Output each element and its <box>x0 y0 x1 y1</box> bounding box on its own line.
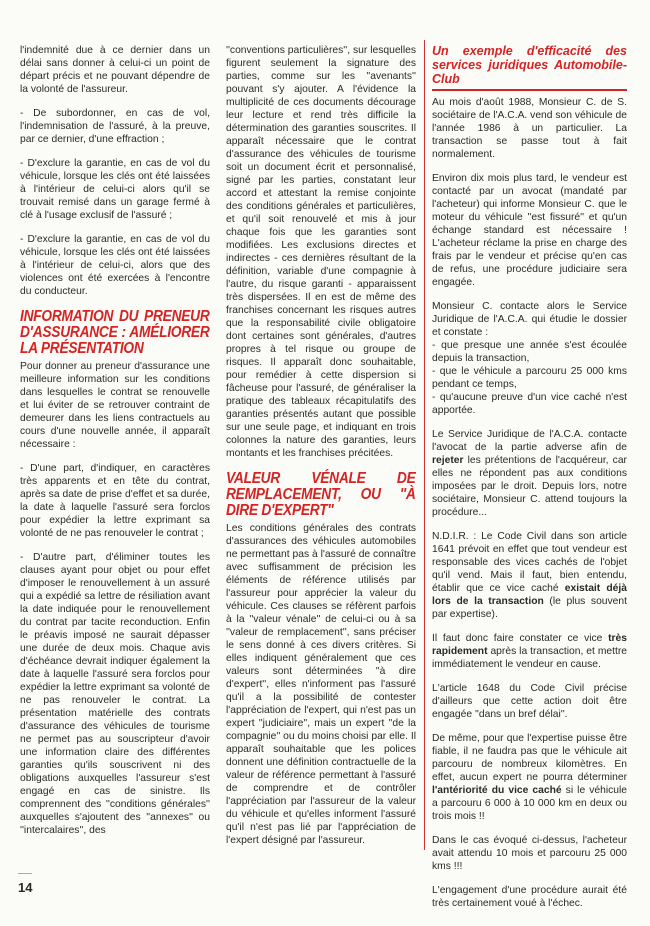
emphasis: rejeter <box>432 455 464 466</box>
list-item: - qu'aucune preuve d'un vice caché n'est apportée. <box>432 392 627 416</box>
paragraph: - D'exclure la garantie, en cas de vol du véhicule, lorsque les clés ont été laissées à l'intérieur de celui-ci alors qu'il se trouvait remisé dans un garage fermé à clé à l'usage exclusif de l'assuré ; <box>20 158 210 221</box>
paragraph: Au mois d'août 1988, Monsieur C. de S. sociétaire de l'A.C.A. vend son véhicule de l'année 1986 à un particulier. La transaction se passe tout à fait normalement. <box>432 97 627 160</box>
sidebar-heading: Un exemple d'efficacité des services juridiques Automobile-Club <box>432 44 627 91</box>
paragraph: Pour donner au preneur d'assurance une meilleure information sur les conditions dans lesquelles le contrat se renouvelle et lui éviter de se retrouver contraint de demeurer dans les liens contractuels au cours d'une nouvelle année, il apparaît nécessaire : <box>20 361 210 450</box>
paragraph: l'indemnité due à ce dernier dans un délai sans donner à celui-ci un point de départ précis et ne pouvant dépendre de la volonté de l'assureur. <box>20 45 210 95</box>
text: les prétentions de l'acquéreur, car elles ne répondent pas aux conditions imposées par le droit. Depuis lors, notre sociétaire, Monsieur C. attend toujours la procédure... <box>432 455 627 518</box>
section-heading: VALEUR VÉNALE DE REMPLACEMENT, OU ''À DIRE D'EXPERT'' <box>226 470 416 519</box>
emphasis: existait déjà lors de la transaction <box>432 583 627 607</box>
column-1 <box>20 44 210 848</box>
paragraph: L'engagement d'une procédure aurait été très certainement voué à l'échec. <box>432 885 627 909</box>
text: N.D.I.R. : Le Code Civil dans son article 1641 prévoit en effet que tout vendeur est responsable des vices cachés de l'objet qu'il vend. Mais il faut, bien entendu, établir que ce vice caché <box>432 531 627 594</box>
text: De même, pour que l'expertise puisse être fiable, il ne faudra pas que le véhicule ait parcouru de nombreux kilomètres. En effet, aucun expert ne pourra déterminer <box>432 733 627 783</box>
text: (le plus souvent par expertise). <box>432 596 627 620</box>
paragraph: - D'autre part, d'éliminer toutes les clauses ayant pour objet ou pour effet d'imposer le renouvellement à un assuré qui a expédié sa lettre de résiliation avant la date indiquée pour le renouvellement du contrat par tacite reconduction. Enfin le préavis imposé ne saurait dépasser une durée de deux mois. Chaque avis d'échéance devrait indiquer également la date à laquelle l'assuré sera forclos pour expédier la lettre exprimant sa volonté de ne pas renouveler le contrat. La présentation matérielle des contrats d'assurance des véhicules de tourisme ne permet pas au souscripteur d'avoir une information claire des différentes garanties qu'ils souscrivent ni des obligations auxquelles l'assureur s'est engagé en cas de sinistre. Ils comprennent des ''conditions générales'' auxquelles s'ajoutent des ''annexes'' ou ''intercalaires'', des <box>20 552 210 836</box>
footer-rule <box>18 873 32 874</box>
paragraph: - De subordonner, en cas de vol, l'indemnisation de l'assuré, à la preuve, par ce dernier, d'une effraction ; <box>20 108 210 145</box>
paragraph <box>432 732 627 823</box>
text: Il faut donc faire constater ce vice <box>432 633 609 644</box>
page-number: 14 <box>18 880 33 895</box>
paragraph <box>432 632 627 671</box>
paragraph: - D'une part, d'indiquer, en caractères très apparents et en tête du contrat, après sa date de prise d'effet et sa durée, la date à laquelle l'assuré sera forclos pour expédier la lettre exprimant sa volonté de ne pas renouveler le contrat ; <box>20 463 210 539</box>
section-heading: INFORMATION DU PRENEUR D'ASSURANCE : AMÉLIORER LA PRÉSENTATION <box>20 308 210 357</box>
paragraph <box>432 428 627 519</box>
list-item: - que le véhicule a parcouru 25 000 kms pendant ce temps, <box>432 366 627 390</box>
text: Monsieur C. contacte alors le Service Juridique de l'A.C.A. qui étudie le dossier et constate : <box>432 301 627 338</box>
paragraph <box>432 300 627 417</box>
paragraph: Dans le cas évoqué ci-dessus, l'acheteur avait attendu 10 mois et parcouru 25 000 kms !!! <box>432 835 627 872</box>
list-item: - que presque une année s'est écoulée depuis la transaction, <box>432 340 627 364</box>
emphasis: très rapidement <box>432 633 627 657</box>
sidebar-divider <box>424 40 425 850</box>
column-3-sidebar <box>432 44 627 921</box>
column-2 <box>226 44 416 858</box>
text: après la transaction, et mettre immédiatement le vendeur en cause. <box>432 646 627 670</box>
emphasis: l'antériorité du vice caché <box>432 785 562 796</box>
text: si le véhicule a parcouru 6 000 à 10 000 km en deux ou trois mois !! <box>432 785 627 822</box>
paragraph <box>432 530 627 621</box>
paragraph: Environ dix mois plus tard, le vendeur est contacté par un avocat (mandaté par l'acheteur) qui informe Monsieur C. que le moteur du véhicule ''est fissuré'' et qu'un échange standard est nécessaire ! L'acheteur réclame la prise en charge des frais par le vendeur et précise qu'en cas de refus, une procédure judiciaire sera engagée. <box>432 173 627 288</box>
paragraph: - D'exclure la garantie, en cas de vol du véhicule, lorsque les clés ont été laissées à l'intérieur de celui-ci, alors que des violences ont été exercées à l'encontre du conducteur. <box>20 234 210 297</box>
paragraph: Les conditions générales des contrats d'assurances des véhicules automobiles ne permettant pas à l'assuré de connaître avec suffisamment de précision les éléments de référence utilisés par l'assureur pour apprécier la valeur du véhicule. Ces clauses se réfèrent parfois à la ''valeur vénale'' de celui-ci ou à sa ''valeur de remplacement'', sans préciser le sens donné à ces divers critères. Si elles indiquent généralement que ces valeurs sont déterminées ''à dire d'expert'', elles n'informent pas l'assuré qu'il a la possibilité de contester l'appréciation de l'expert, qui n'est pas un expert ''judiciaire'', mais un expert ''de la compagnie'' ou du moins choisi par elle. Il apparaît souhaitable que les polices donnent une définition contractuelle de la valeur de référence permettant à l'assuré de comprendre et de contrôler l'appréciation par l'assureur de la valeur du véhicule et qu'elles informent l'assuré qu'il n'est pas lié par l'appréciation de l'expert désigné par l'assureur. <box>226 523 416 846</box>
paragraph: ''conventions particulières'', sur lesquelles figurent seulement la signature des parties, comme sur les ''avenants'' pouvant s'y ajouter. A l'évidence la multiplicité de ces documents décourage leur lecture et rend très difficile la détermination des garanties souscrites. Il apparaît nécessaire que le contrat d'assurance des véhicules de tourisme soit un document écrit et personnalisé, signé par les parties, constatant leur accord et attestant la remise conjointe des conditions générales et particulières, et qu'il soit renouvelé et mis à jour chaque fois que les garanties sont modifiées. Les exclusions directes et indirectes - ces dernières résultant de la définition, variable d'une compagnie à l'autre, du risque garanti - apparaissent très dispersées. Il en est de même des franchises concernant les risques autres que la responsabilité civile obligatoire dont certaines sont générales, d'autres propres à tel risque ou groupe de risques. Il apparaît donc souhaitable, pour remédier à cette dispersion si fâcheuse pour l'assuré, de généraliser la pratique des tableaux récapitulatifs des garanties présentés autant que possible sur une seule page, et indiquant en trois colonnes la nature des garanties, leurs montants et les franchises précitées. <box>226 45 416 459</box>
text: Le Service Juridique de l'A.C.A. contacte l'avocat de la partie adverse afin de <box>432 429 627 453</box>
paragraph: L'article 1648 du Code Civil précise d'ailleurs que cette action doit être engagée ''dans un bref délai''. <box>432 683 627 720</box>
